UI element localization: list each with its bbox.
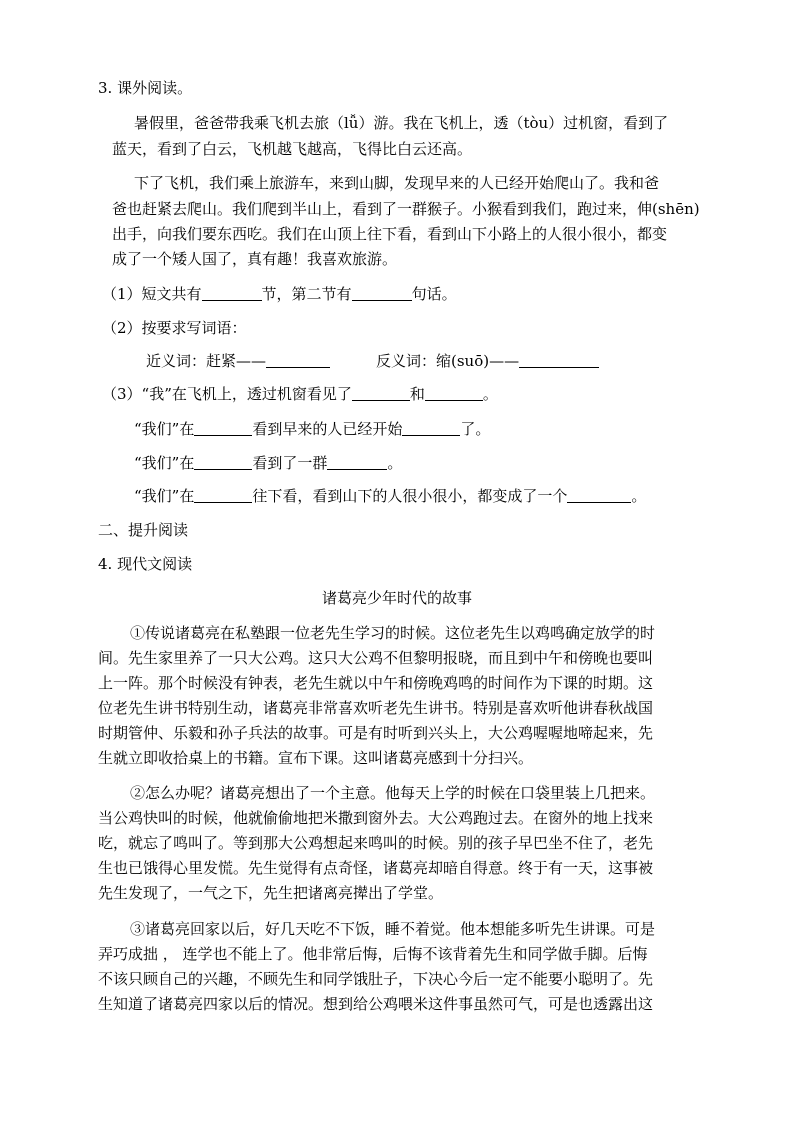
section-two-heading: 二、提升阅读: [98, 521, 189, 539]
passage-line: 爸也赶紧去爬山。我们爬到半山上，看到了一群猴子。小猴看到我们，跑过来，伸(shēn): [112, 200, 700, 218]
question-3-1: [102, 283, 457, 305]
answer-blank[interactable]: [352, 284, 412, 301]
question-3-2-synonym: [146, 350, 330, 372]
story-paragraph-line: 吃，就忘了鸣叫了。等到那大公鸡想起来鸣叫的时候。别的孩子早巴坐不住了，老先: [98, 834, 654, 852]
passage-line: 下了飞机，我们乘上旅游车，来到山脚，发现早来的人已经开始爬山了。我和爸: [134, 174, 660, 192]
q3-text: 看到了一群: [252, 454, 328, 472]
question-4-heading: 4. 现代文阅读: [98, 555, 193, 573]
story-paragraph-line: 位老先生讲书特别生动，诸葛亮非常喜欢听老先生讲书。特别是喜欢听他讲春秋战国: [98, 699, 654, 717]
passage-line: 暑假里，爸爸带我乘飞机去旅（lǚ）游。我在飞机上，透（tòu）过机窗，看到了: [134, 114, 669, 132]
story-paragraph-line: 生知道了诸葛亮四家以后的情况。想到给公鸡喂米这件事虽然可气，可是也透露出这: [98, 995, 654, 1013]
question-3-3-line4: [134, 485, 646, 507]
story-paragraph-line: ③诸葛亮回家以后，好几天吃不下饭，睡不着觉。他本想能多听先生讲课。可是: [130, 920, 656, 938]
answer-blank[interactable]: [194, 419, 252, 436]
answer-blank[interactable]: [202, 284, 262, 301]
story-paragraph-line: 当公鸡快叫的时候，他就偷偷地把米撒到窗外去。大公鸡跑过去。在窗外的地上找来: [98, 809, 654, 827]
q3-text: “我们”在: [134, 487, 195, 505]
q1-text-c: 句话。: [411, 285, 457, 303]
story-paragraph-line: 时期管仲、乐毅和孙子兵法的故事。可是有时听到兴头上，大公鸡喔喔地啼起来，先: [98, 724, 654, 742]
answer-blank[interactable]: [266, 351, 330, 368]
question-3-3-line1: [102, 383, 498, 405]
answer-blank[interactable]: [194, 453, 252, 470]
q3-text: “我们”在: [134, 420, 195, 438]
question-3-3-line2: [134, 418, 490, 440]
passage-line: 蓝天，看到了白云，飞机越飞越高，飞得比白云还高。: [112, 140, 473, 158]
passage-line: 出手，向我们要东西吃。我们在山顶上往下看，看到山下小路上的人很小很小，都变: [112, 225, 668, 243]
answer-blank[interactable]: [425, 384, 483, 401]
question-3-2-label: （2）按要求写词语：: [102, 319, 247, 337]
answer-blank[interactable]: [352, 384, 410, 401]
q3-text: 和: [409, 385, 425, 403]
answer-blank[interactable]: [402, 419, 460, 436]
answer-blank[interactable]: [327, 453, 387, 470]
story-paragraph-line: 生也已饿得心里发慌。先生觉得有点奇怪，诸葛亮却暗自得意。终于有一天，这事被: [98, 859, 654, 877]
answer-blank[interactable]: [194, 486, 252, 503]
story-paragraph-line: 生就立即收拾桌上的书籍。宣布下课。这叫诸葛亮感到十分扫兴。: [98, 749, 534, 767]
story-paragraph-line: 不该只顾自己的兴趣，不顾先生和同学饿肚子，下决心今后一定不能要小聪明了。先: [98, 970, 654, 988]
q3-text: （3）“我”在飞机上，透过机窗看见了: [102, 385, 352, 403]
q1-text-a: （1）短文共有: [102, 285, 202, 303]
q3-text: 。: [387, 454, 403, 472]
story-paragraph-line: ①传说诸葛亮在私塾跟一位老先生学习的时候。这位老先生以鸡鸣确定放学的时: [130, 624, 656, 642]
q3-text: “我们”在: [134, 454, 195, 472]
q3-text: 。: [631, 487, 647, 505]
question-3-heading: 3. 课外阅读。: [98, 79, 193, 97]
answer-blank[interactable]: [519, 351, 599, 368]
story-title: 诸葛亮少年时代的故事: [321, 589, 472, 607]
story-paragraph-line: 弄巧成拙 ， 连学也不能上了。他非常后悔，后悔不该背着先生和同学做手脚。后悔: [98, 945, 648, 963]
q1-text-b: 节，第二节有: [261, 285, 352, 303]
question-3-2-antonym: [376, 350, 599, 372]
q3-text: 看到早来的人已经开始: [252, 420, 403, 438]
passage-line: 成了一个矮人国了，真有趣！我喜欢旅游。: [112, 250, 398, 268]
question-3-3-line3: [134, 452, 402, 474]
synonym-text: 近义词：赶紧——: [146, 352, 267, 370]
q3-text: 往下看，看到山下的人很小很小，都变成了一个: [252, 487, 568, 505]
story-paragraph-line: 间。先生家里养了一只大公鸡。这只大公鸡不但黎明报晓，而且到中午和傍晚也要叫: [98, 649, 654, 667]
answer-blank[interactable]: [567, 486, 631, 503]
q3-text: 了。: [460, 420, 491, 438]
q3-text: 。: [482, 385, 498, 403]
story-paragraph-line: 先生发现了，一气之下，先生把诸离亮撵出了学堂。: [98, 884, 444, 902]
antonym-text: 反义词：缩(suō)——: [376, 352, 520, 370]
story-paragraph-line: 上一阵。那个时候没有钟表，老先生就以中午和傍晚鸡鸣的时间作为下课的时期。这: [98, 674, 654, 692]
story-paragraph-line: ②怎么办呢？诸葛亮想出了一个主意。他每天上学的时候在口袋里装上几把来。: [130, 784, 656, 802]
